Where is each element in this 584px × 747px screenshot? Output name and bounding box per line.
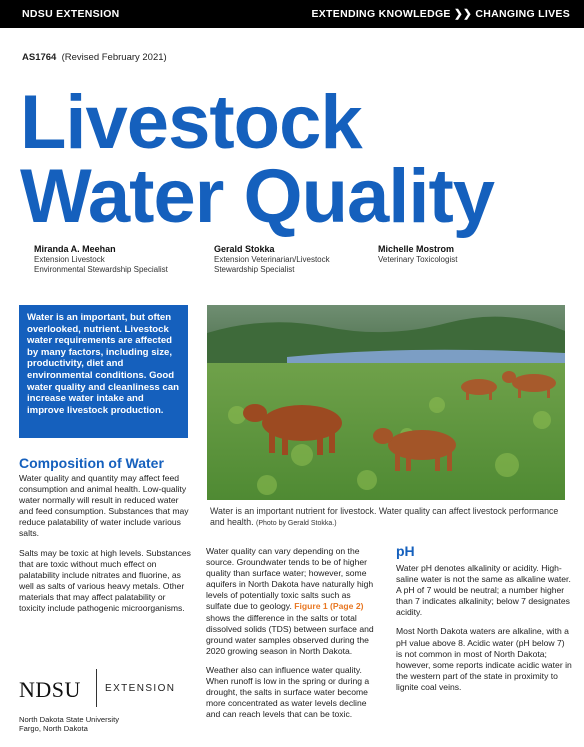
ph-column bbox=[396, 563, 572, 701]
author-role: Extension Livestock bbox=[34, 255, 105, 264]
university-address bbox=[19, 715, 119, 733]
publication-id bbox=[22, 52, 167, 63]
header-org: NDSU EXTENSION bbox=[22, 8, 120, 20]
paragraph-text: shows the difference in the salts or total dissolved solids (TDS) between surface and ground water samples observed during the 2020 growing season in North Dakota. bbox=[206, 612, 374, 656]
intro-box bbox=[19, 305, 188, 438]
paragraph: Water pH denotes alkalinity or acidity. High-saline water is not the same as alkaline water. A pH of 7 would be neutral; a number higher than 7 indicates alkalinity; below 7 designates acidity. bbox=[396, 563, 571, 618]
title-line-1: Livestock bbox=[20, 80, 362, 165]
author-role: Environmental Stewardship Specialist bbox=[34, 265, 168, 274]
author-name: Gerald Stokka bbox=[214, 244, 275, 254]
author-2 bbox=[214, 244, 330, 275]
logo-ndsu: NDSU bbox=[19, 677, 81, 702]
author-name: Michelle Mostrom bbox=[378, 244, 455, 254]
author-role: Extension Veterinarian/Livestock bbox=[214, 255, 330, 264]
ph-heading: pH bbox=[396, 543, 415, 559]
publication-revised: (Revised February 2021) bbox=[61, 52, 167, 63]
university-name: North Dakota State University bbox=[19, 715, 120, 724]
header-bar bbox=[0, 0, 584, 28]
header-tagline: EXTENDING KNOWLEDGE ❯❯ CHANGING LIVES bbox=[311, 8, 570, 20]
cattle-photo bbox=[207, 305, 565, 500]
photo-caption bbox=[210, 506, 570, 529]
middle-column bbox=[206, 546, 378, 728]
paragraph: Salts may be toxic at high levels. Substances that are toxic without much effect on palatability include nitrates and fluorine, as well as salts of various heavy metals. Other materials that may affect palatability or toxicity include pathogenic microorganisms. bbox=[19, 547, 191, 614]
logo-extension: EXTENSION bbox=[105, 683, 176, 694]
logo-divider bbox=[96, 669, 97, 707]
paragraph: Most North Dakota waters are alkaline, with a pH value above 8. Acidic water (pH below 7) is not common in most of North Dakota; however, some reports indicate acidic water in the western part of the state in proximity to lignite coal veins. bbox=[396, 626, 572, 692]
figure-link[interactable]: Figure 1 (Page 2) bbox=[294, 601, 364, 612]
page-title bbox=[20, 80, 495, 239]
paragraph-text: Water quality can vary depending on the source. Groundwater tends to be of higher quality than surface water; however, some aquifers in North Dakota have naturally high levels of potentially toxic salts such as sulfate due to geology. bbox=[206, 546, 374, 612]
composition-column bbox=[19, 473, 191, 622]
publication-number: AS1764 bbox=[22, 52, 57, 63]
ndsu-extension-logo bbox=[19, 669, 219, 709]
author-name: Miranda A. Meehan bbox=[34, 244, 116, 254]
paragraph: Water quality and quantity may affect feed consumption and animal health. Low-quality water normally will result in reduced water and feed consumption. Substances that may reduce palatability of water include various salts. bbox=[19, 473, 189, 539]
author-1 bbox=[34, 244, 168, 275]
intro-text: Water is an important, but often overlooked, nutrient. Livestock water requirements are affected by many factors, including size, productivity, diet and environmental conditions. Good water quality and cleanliness can increase water intake and improve livestock production. bbox=[27, 312, 179, 416]
author-role: Veterinary Toxicologist bbox=[378, 255, 458, 264]
caption-text: Water is an important nutrient for livestock. Water quality can affect livestock performance and health. bbox=[210, 506, 559, 527]
paragraph: Weather also can influence water quality. When runoff is low in the spring or during a drought, the salts in surface water become more concentrated as water levels decline and can reach levels that can be toxic. bbox=[206, 664, 370, 720]
author-3 bbox=[378, 244, 457, 265]
author-role: Stewardship Specialist bbox=[214, 265, 295, 274]
paragraph bbox=[206, 546, 378, 657]
title-line-2: Water Quality bbox=[20, 154, 495, 239]
university-city: Fargo, North Dakota bbox=[19, 724, 88, 733]
composition-heading: Composition of Water bbox=[19, 455, 164, 471]
photo-credit: (Photo by Gerald Stokka.) bbox=[256, 520, 337, 527]
